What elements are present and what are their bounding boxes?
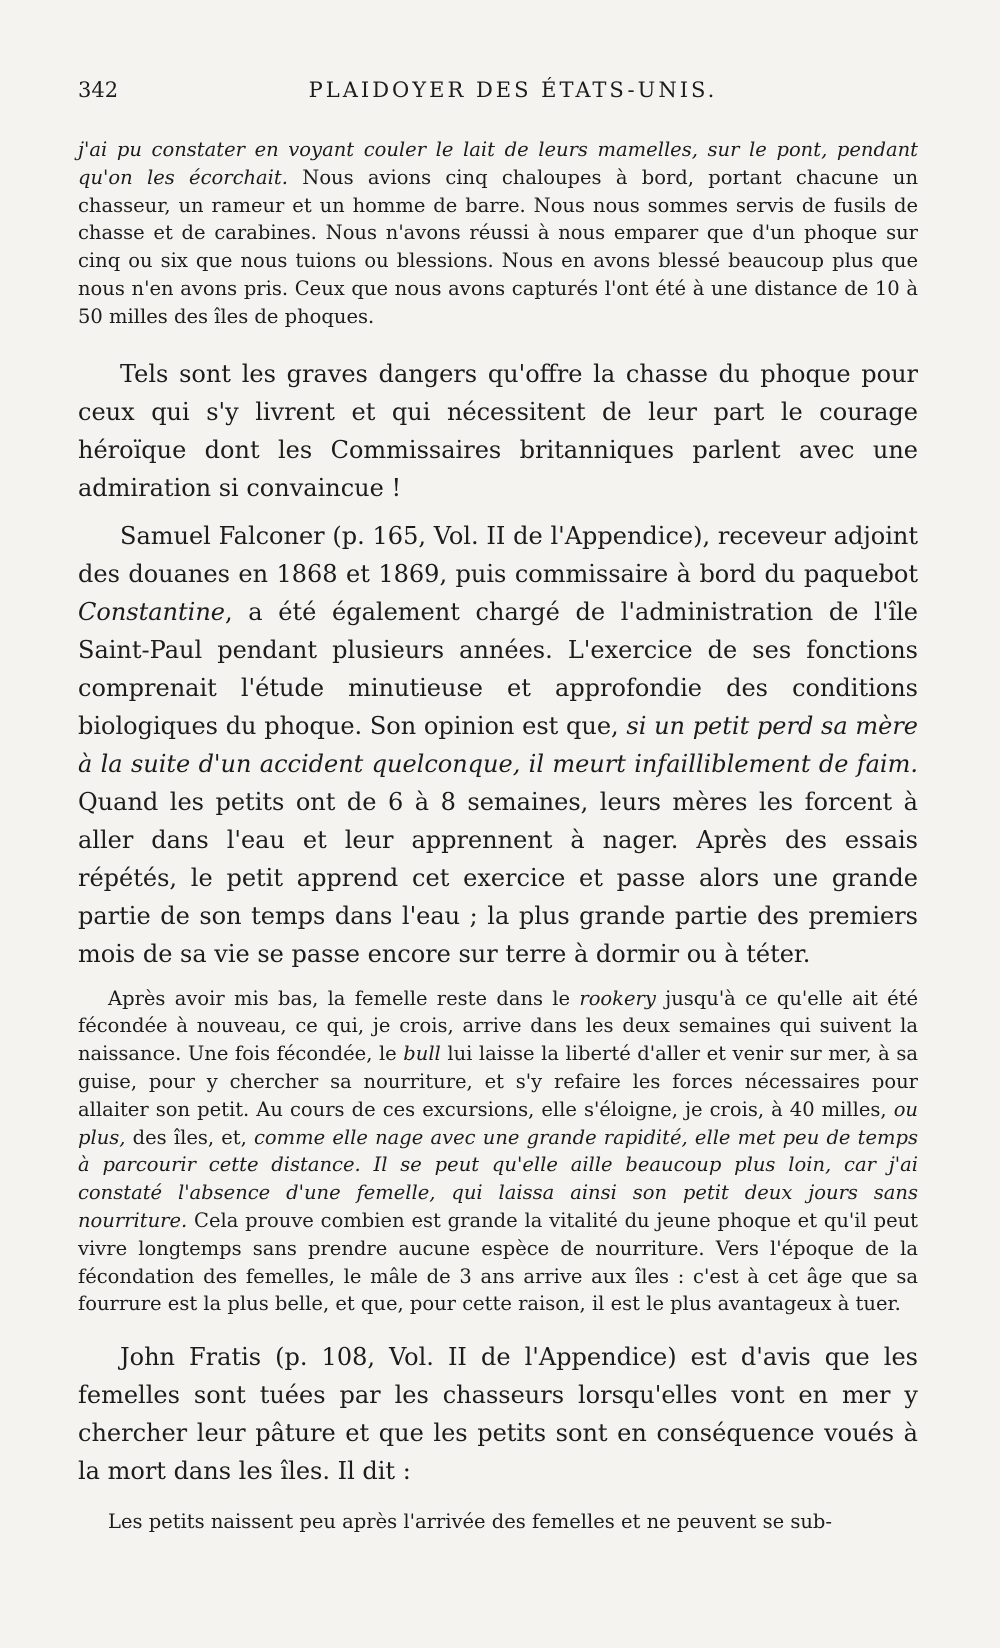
quote-paragraph-3 xyxy=(78,1508,918,1536)
body-paragraph-3 xyxy=(78,1338,918,1490)
quote-1-italic-1: j'ai pu constater en voyant couler le lait de leurs mamelles, sur le pont, pendant qu'on les écorchait. xyxy=(78,138,918,189)
paragraph-3-text: John Fratis (p. 108, Vol. II de l'Appendice) est d'avis que les femelles sont tuées par les chasseurs lorsqu'elles vont en mer y chercher leur pâture et que les petits sont en conséquence voués à la mort dans les îles. Il dit : xyxy=(78,1343,918,1486)
running-title: PLAIDOYER DES ÉTATS-UNIS. xyxy=(308,78,718,102)
paragraph-2-text-1: Samuel Falconer (p. 165, Vol. II de l'Appendice), receveur adjoint des douanes en 1868 et 1869, puis commissaire à bord du paquebot xyxy=(78,521,918,588)
quote-2-italic-2: bull xyxy=(403,1042,441,1066)
quote-2-text-5: Cela prouve combien est grande la vitalité du jeune phoque et qu'il peut vivre longtemps sans prendre aucune espèce de nourriture. Vers l'époque de la fécondation des femelles, le mâle de 3 ans arrive aux îles : c'est à cet âge que sa fourrure est la plus belle, et que, pour cette raison, il est le plus avantageux à tuer. xyxy=(78,1208,918,1316)
paragraph-2-text-3: Quand les petits ont de 6 à 8 semaines, leurs mères les forcent à aller dans l'eau et leur apprennent à nager. Après des essais répétés, le petit apprend cet exercice et passe alors une grande partie de son temps dans l'eau ; la plus grande partie des premiers mois de sa vie se passe encore sur terre à dormir ou à téter. xyxy=(78,787,918,968)
quote-2-text-1: Après avoir mis bas, la femelle reste dans le xyxy=(108,986,580,1010)
paragraph-1-text: Tels sont les graves dangers qu'offre la chasse du phoque pour ceux qui s'y livrent et qui nécessitent de leur part le courage héroïque dont les Commissaires britanniques parlent avec une admiration si convaincue ! xyxy=(78,359,918,502)
body-paragraph-2 xyxy=(78,517,918,973)
quote-2-text-2: jusqu'à ce qu'elle ait été fécondée à nouveau, ce qui, je crois, arrive dans les deux semaines qui suivent la naissance. Une fois fécondée, le xyxy=(78,986,918,1066)
body-paragraph-1 xyxy=(78,355,918,507)
page-body xyxy=(78,136,918,1536)
quote-2-text-3: lui laisse la liberté d'aller et venir sur mer, à sa guise, pour y chercher sa nourriture, et s'y refaire les forces nécessaires pour allaiter son petit. Au cours de ces excursions, elle s'éloigne, je crois, à 40 milles, xyxy=(78,1042,918,1121)
paragraph-2-text-2: , a été également chargé de l'administration de l'île Saint-Paul pendant plusieurs années. L'exercice de ses fonctions comprenait l'étude minutieuse et approfondie des conditions biologiques du phoque. Son opinion est que, xyxy=(78,597,918,740)
page-header xyxy=(78,78,918,118)
quote-2-italic-1: rookery xyxy=(579,986,656,1010)
quote-paragraph-2 xyxy=(78,985,918,1319)
paragraph-2-italic-1: Constantine xyxy=(78,597,225,626)
quote-1-text-1: Nous avions cinq chaloupes à bord, portant chacune un chasseur, un rameur et un homme de barre. Nous nous sommes servis de fusils de chasse et de carabines. Nous n'avons réussi à nous emparer que d'un phoque sur cinq ou six que nous tuions ou blessions. Nous en avons blessé beaucoup plus que nous n'en avons pris. Ceux que nous avons capturés l'ont été à une distance de 10 à 50 milles des îles de phoques. xyxy=(78,165,919,328)
quote-paragraph-1 xyxy=(78,136,918,331)
quote-2-text-4: des îles, et, xyxy=(125,1125,255,1149)
paragraph-2-italic-2: si un petit perd sa mère à la suite d'un accident quelconque, il meurt infailliblement de faim. xyxy=(78,711,919,778)
page-number: 342 xyxy=(78,78,119,102)
quote-3-text-1: Les petits naissent peu après l'arrivée des femelles et ne peuvent se sub- xyxy=(108,1510,832,1534)
quote-2-italic-4: comme elle nage avec une grande rapidité, elle met peu de temps à parcourir cette distance. Il se peut qu'elle aille beaucoup plus loin, car j'ai constaté l'absence d'une femelle, qui laissa ainsi son petit deux jours sans nourriture. xyxy=(78,1125,918,1232)
quote-2-italic-3: ou plus, xyxy=(78,1097,918,1149)
